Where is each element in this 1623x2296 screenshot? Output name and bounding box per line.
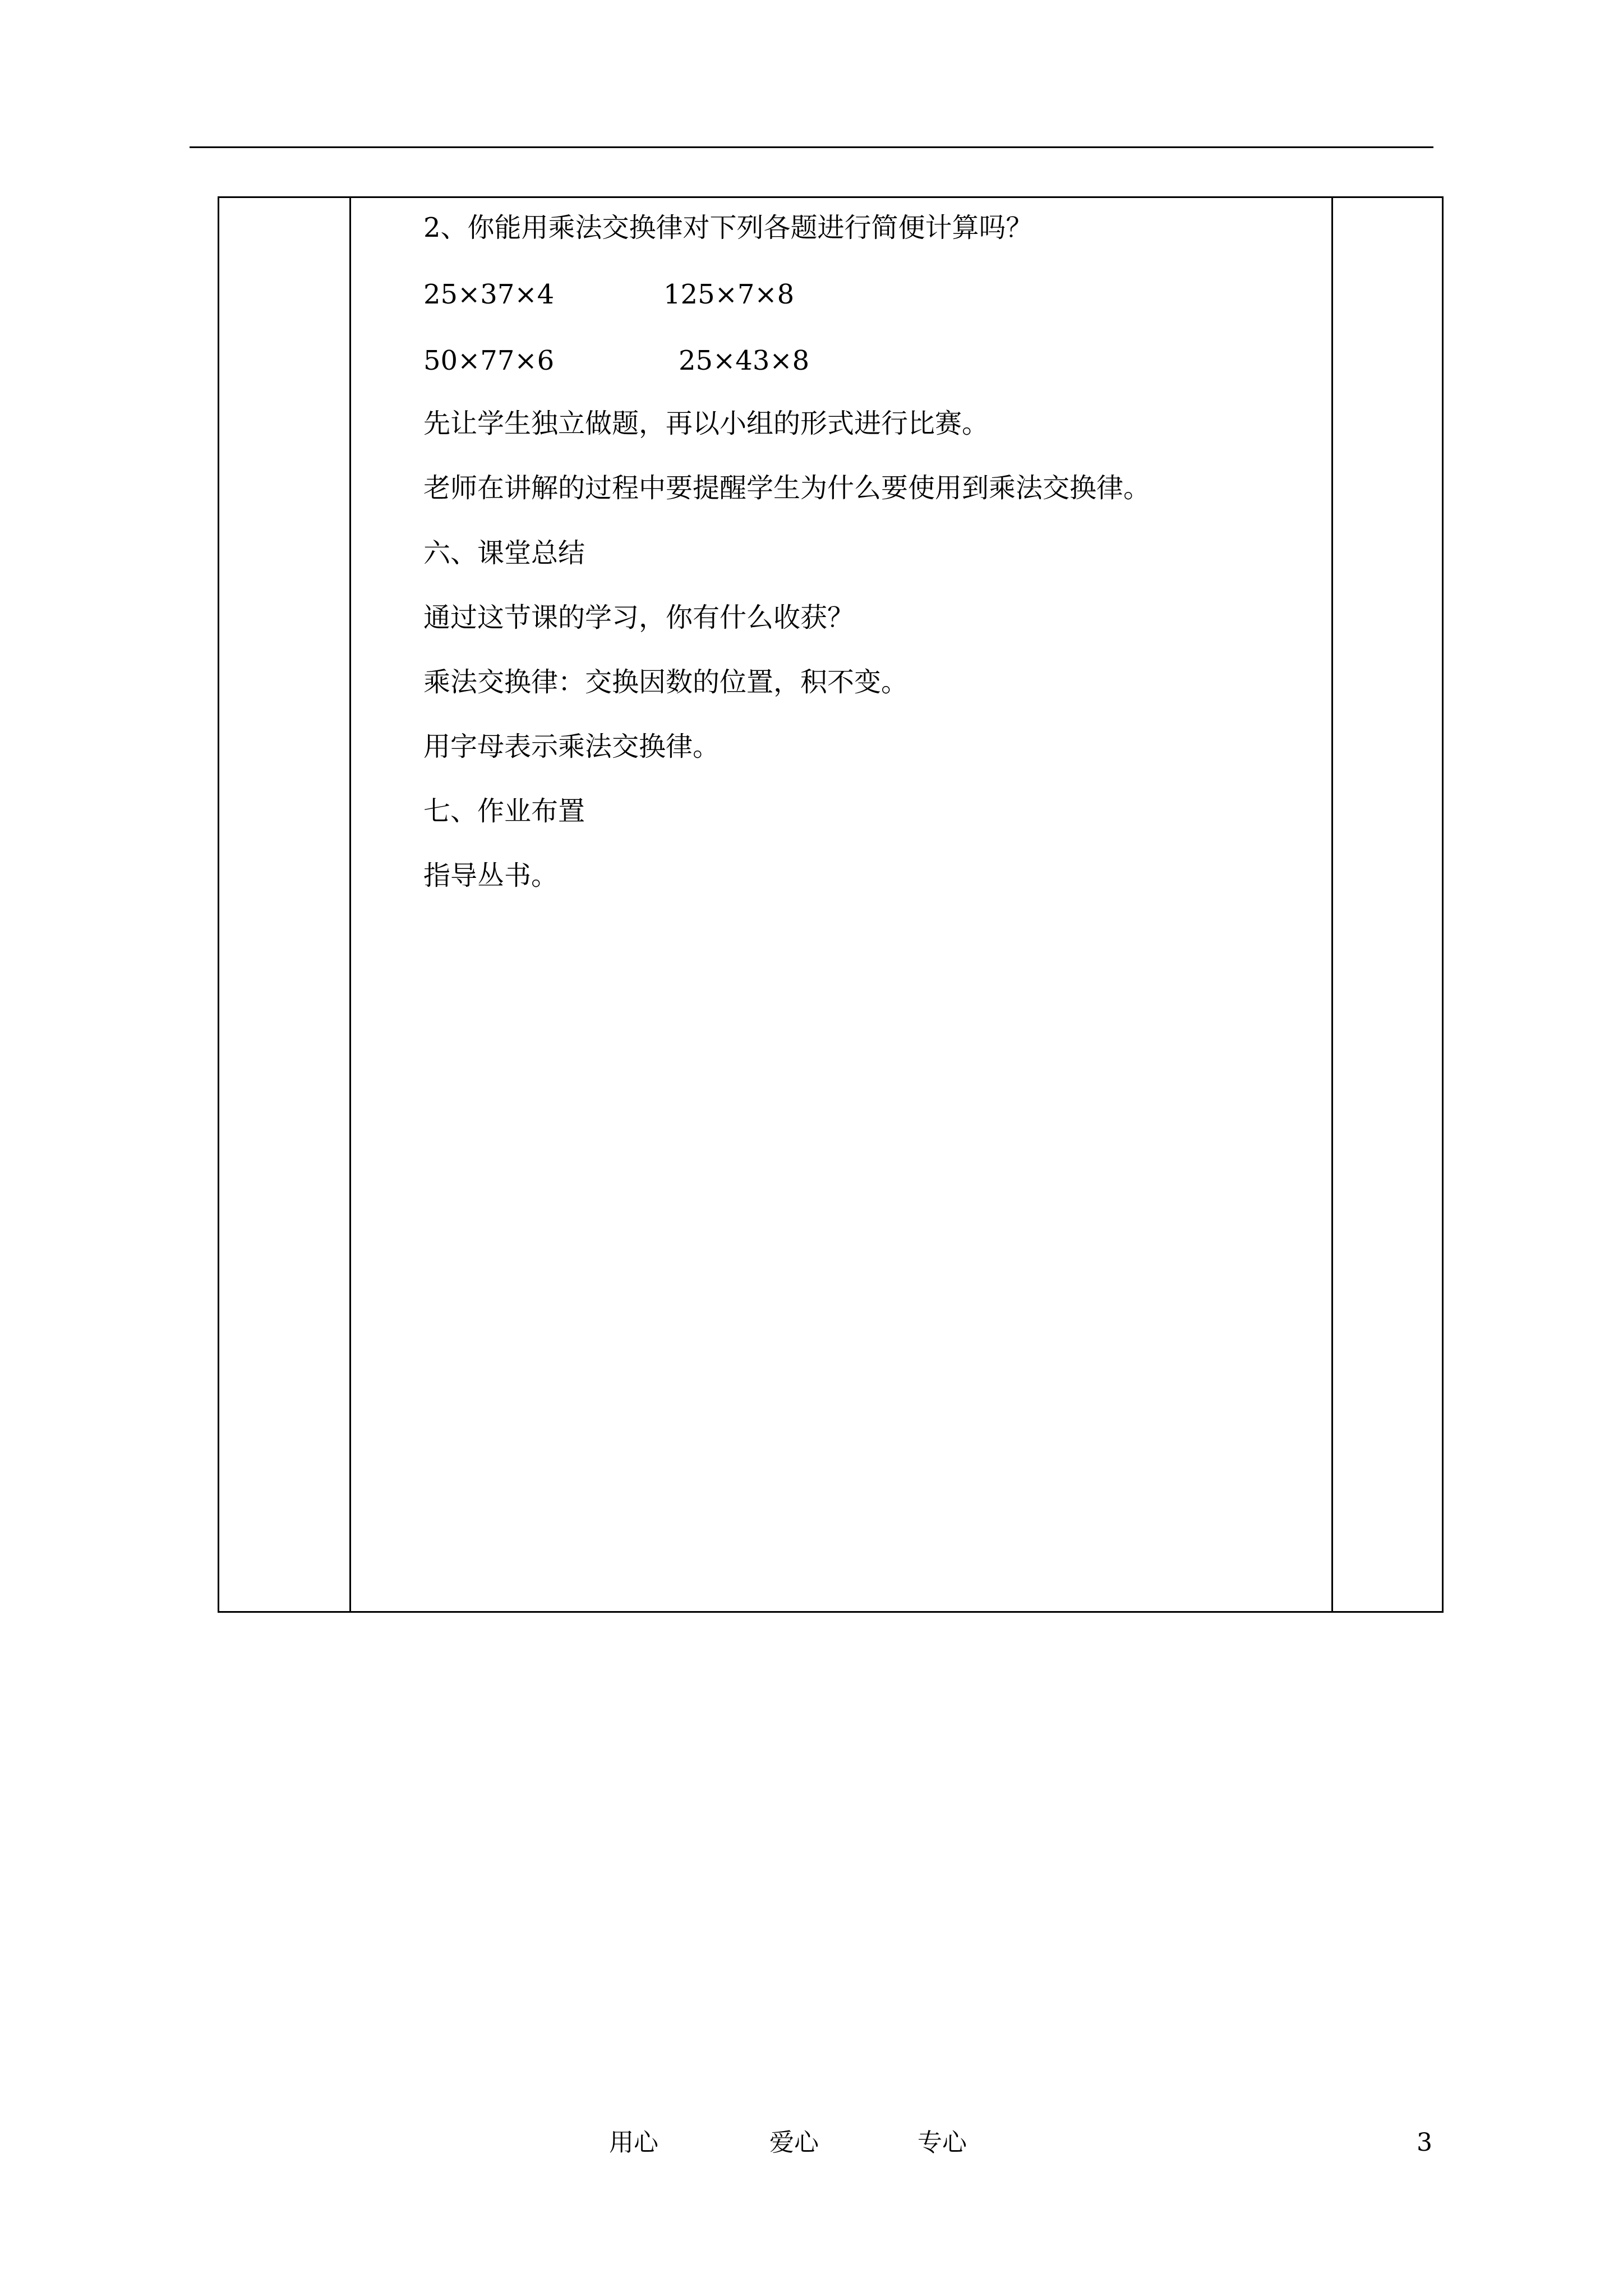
table-left-cell bbox=[219, 198, 349, 1611]
footer-mottos bbox=[0, 2126, 1623, 2160]
expression-row-2 bbox=[423, 344, 984, 378]
page-number: 3 bbox=[1417, 2128, 1432, 2157]
expression-row-1 bbox=[423, 278, 984, 311]
table-column-divider-left bbox=[349, 198, 351, 1611]
summary-question: 通过这节课的学习，你有什么收获？ bbox=[423, 602, 855, 633]
expression: 25×43×8 bbox=[679, 345, 810, 376]
table-right-cell bbox=[1333, 198, 1442, 1611]
lesson-plan-table bbox=[218, 196, 1444, 1613]
expression: 125×7×8 bbox=[663, 279, 795, 310]
summary-rule: 乘法交换律：交换因数的位置，积不变。 bbox=[423, 666, 909, 698]
section-heading-summary: 六、课堂总结 bbox=[423, 537, 585, 569]
footer-motto: 专心 bbox=[917, 2128, 967, 2157]
instruction-line: 先让学生独立做题，再以小组的形式进行比赛。 bbox=[423, 408, 989, 439]
expression: 25×37×4 bbox=[423, 279, 555, 310]
footer-motto: 用心 bbox=[609, 2128, 658, 2157]
homework-line: 指导丛书。 bbox=[423, 860, 559, 891]
header-rule bbox=[190, 146, 1433, 148]
footer-motto: 爱心 bbox=[769, 2128, 819, 2157]
section-heading-homework: 七、作业布置 bbox=[423, 795, 585, 827]
exercise-prompt: 2、你能用乘法交换律对下列各题进行简便计算吗？ bbox=[423, 212, 1033, 243]
summary-letters: 用字母表示乘法交换律。 bbox=[423, 731, 720, 762]
teacher-note-line: 老师在讲解的过程中要提醒学生为什么要使用到乘法交换律。 bbox=[423, 472, 1151, 504]
expression: 50×77×6 bbox=[423, 345, 555, 376]
